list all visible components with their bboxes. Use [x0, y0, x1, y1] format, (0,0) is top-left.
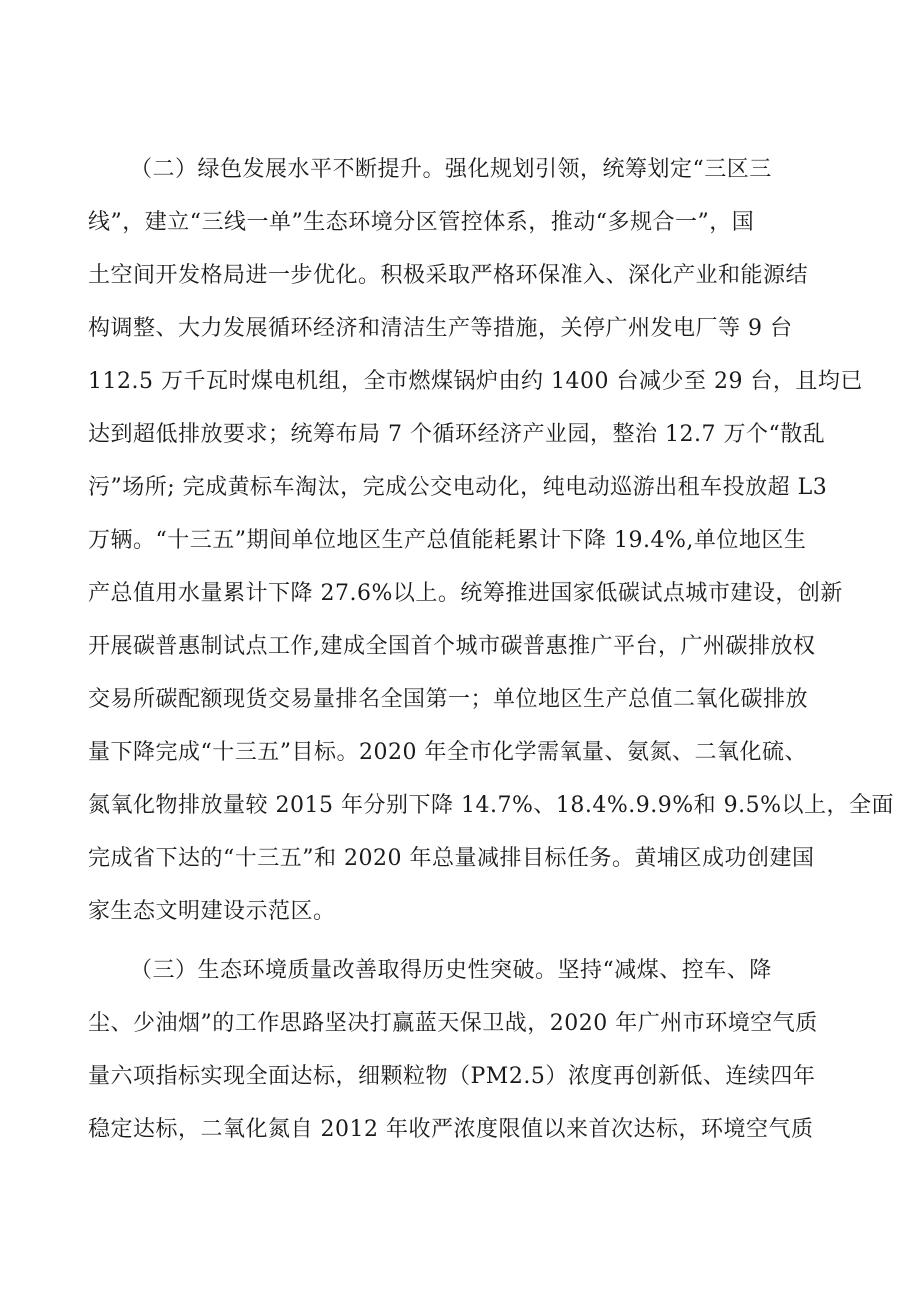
paragraph-line: （二）绿色发展水平不断提升。强化规划引领，统筹划定“三区三 [130, 157, 772, 182]
paragraph-line: 家生态文明建设示范区。 [88, 899, 336, 924]
paragraph-line: 交易所碳配额现货交易量排名全国第一；单位地区生产总值二氧化碳排放 [88, 687, 809, 712]
paragraph-line: 112.5 万千瓦时煤电机组，全市燃煤锅炉由约 1400 台减少至 29 台，且均已 [88, 369, 863, 394]
paragraph-line: （三）生态环境质量改善取得历史性突破。坚持“减煤、控车、降 [130, 958, 772, 983]
paragraph-line: 土空间开发格局进一步优化。积极采取严格环保准入、深化产业和能源结 [88, 263, 809, 288]
paragraph-line: 开展碳普惠制试点工作,建成全国首个城市碳普惠推广平台，广州碳排放权 [88, 634, 816, 659]
paragraph-line: 稳定达标，二氧化氮自 2012 年收严浓度限值以来首次达标，环境空气质 [88, 1117, 814, 1142]
paragraph-line: 量六项指标实现全面达标，细颗粒物（PM2.5）浓度再创新低、连续四年 [88, 1064, 816, 1089]
paragraph-line: 氮氧化物排放量较 2015 年分别下降 14.7%、18.4%.9.9%和 9.5%以上，全面 [88, 793, 895, 818]
paragraph-line: 完成省下达的“十三五”和 2020 年总量减排目标任务。黄埔区成功创建国 [88, 846, 815, 871]
paragraph-line: 量下降完成“十三五”目标。2020 年全市化学需氧量、氨氮、二氧化硫、 [88, 740, 807, 765]
paragraph-line: 万辆。“十三五”期间单位地区生产总值能耗累计下降 19.4%,单位地区生 [88, 528, 807, 553]
paragraph-line: 污”场所; 完成黄标车淘汰，完成公交电动化，纯电动巡游出租车投放超 L3 [88, 475, 828, 500]
paragraph-line: 达到超低排放要求；统筹布局 7 个循环经济产业园，整治 12.7 万个“散乱 [88, 422, 826, 447]
paragraph-line: 产总值用水量累计下降 27.6%以上。统筹推进国家低碳试点城市建设，创新 [88, 581, 843, 606]
paragraph-line: 构调整、大力发展循环经济和清洁生产等措施，关停广州发电厂等 9 台 [88, 316, 793, 341]
paragraph-line: 尘、少油烟”的工作思路坚决打赢蓝天保卫战，2020 年广州市环境空气质 [88, 1011, 818, 1036]
paragraph-line: 线”，建立“三线一单”生态环境分区管控体系，推动“多规合一”，国 [88, 210, 755, 235]
